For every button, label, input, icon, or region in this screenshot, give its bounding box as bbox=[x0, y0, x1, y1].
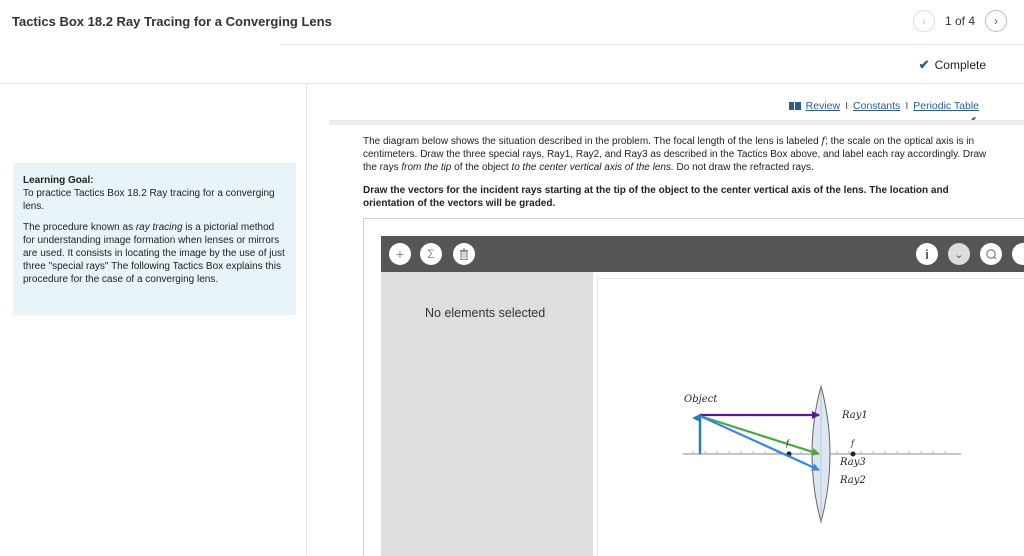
part-header-bar bbox=[329, 120, 1024, 125]
divider bbox=[280, 44, 1024, 45]
graded-instructions: Draw the vectors for the incident rays starting at the tip of the object to the center vertical axis of the lens. The location and orientation of the vectors will be graded. bbox=[363, 185, 949, 210]
book-icon bbox=[789, 102, 801, 110]
trash-icon[interactable] bbox=[453, 243, 475, 265]
instruction-emphasis: from the tip bbox=[401, 162, 452, 174]
focal-point-right bbox=[851, 452, 856, 457]
more-icon[interactable] bbox=[1012, 243, 1024, 265]
header-bar bbox=[0, 0, 1024, 44]
focal-label-right: f bbox=[851, 439, 854, 448]
ray3-label: Ray3 bbox=[840, 457, 866, 468]
instruction-text: of the object bbox=[451, 162, 512, 174]
review-link[interactable]: Review bbox=[805, 100, 841, 112]
procedure-text: The procedure known as bbox=[23, 222, 136, 233]
focal-symbol: f bbox=[821, 136, 826, 147]
instruction-emphasis: to the center vertical axis of the lens. bbox=[511, 162, 674, 174]
ray1-label: Ray1 bbox=[842, 410, 868, 421]
status-text: Complete bbox=[934, 58, 986, 72]
info-icon[interactable]: i bbox=[916, 243, 938, 265]
constants-link[interactable]: Constants bbox=[853, 100, 901, 112]
link-separator: I bbox=[845, 100, 849, 112]
checkmark-icon: ✔ bbox=[918, 57, 930, 72]
reset-icon[interactable] bbox=[980, 243, 1002, 265]
page-title: Tactics Box 18.2 Ray Tracing for a Converging Lens bbox=[12, 14, 332, 29]
divider bbox=[0, 83, 1024, 84]
focal-label-left: f bbox=[786, 439, 789, 448]
chevron-right-icon[interactable]: › bbox=[985, 10, 1007, 32]
sigma-icon[interactable]: Σ bbox=[420, 243, 442, 265]
learning-goal-box bbox=[13, 163, 296, 315]
learning-goal-heading: Learning Goal: bbox=[23, 175, 94, 186]
procedure-emphasis: ray tracing bbox=[135, 222, 183, 233]
periodic-table-link[interactable]: Periodic Table bbox=[913, 100, 979, 112]
lens-diagram bbox=[597, 278, 1024, 556]
instructions-paragraph bbox=[363, 135, 998, 175]
ray2-label: Ray2 bbox=[840, 475, 866, 486]
object-label: Object bbox=[684, 394, 718, 405]
ray2-vector bbox=[700, 416, 819, 470]
instruction-text: The diagram below shows the situation described in the problem. The focal length of the lens is labeled bbox=[363, 136, 822, 147]
learning-goal-text: To practice Tactics Box 18.2 Ray tracing for a converging lens. bbox=[23, 188, 275, 212]
instruction-text: ; the scale on the optical axis is in centimeters. Draw the three special rays, Ray1, Ray2, and Ray3 as described in the Tactics Box above, and label each ray accordingly. Draw the rays bbox=[363, 136, 987, 174]
chevron-left-icon[interactable]: ‹ bbox=[913, 10, 935, 32]
procedure-text: is a pictorial method for understanding image formation when lenses or mirrors are used. It consists in locating the image by the use of just three "special rays" The following Tactics Box explains this procedure for the case of a converging lens. bbox=[23, 222, 285, 285]
procedure-paragraph bbox=[23, 221, 286, 286]
resource-links bbox=[789, 100, 979, 112]
plus-icon[interactable]: + bbox=[389, 243, 411, 265]
link-separator: I bbox=[905, 100, 909, 112]
ray3-vector bbox=[700, 416, 819, 454]
column-divider bbox=[306, 84, 307, 556]
pager bbox=[913, 10, 1007, 32]
instruction-text: Do not draw the refracted rays. bbox=[673, 162, 814, 174]
selection-status: No elements selected bbox=[425, 306, 546, 320]
page-count: 1 of 4 bbox=[944, 14, 975, 28]
status-badge bbox=[919, 57, 986, 73]
chevron-down-icon[interactable]: ⌄ bbox=[948, 243, 970, 265]
drawing-toolbar bbox=[381, 236, 1024, 272]
